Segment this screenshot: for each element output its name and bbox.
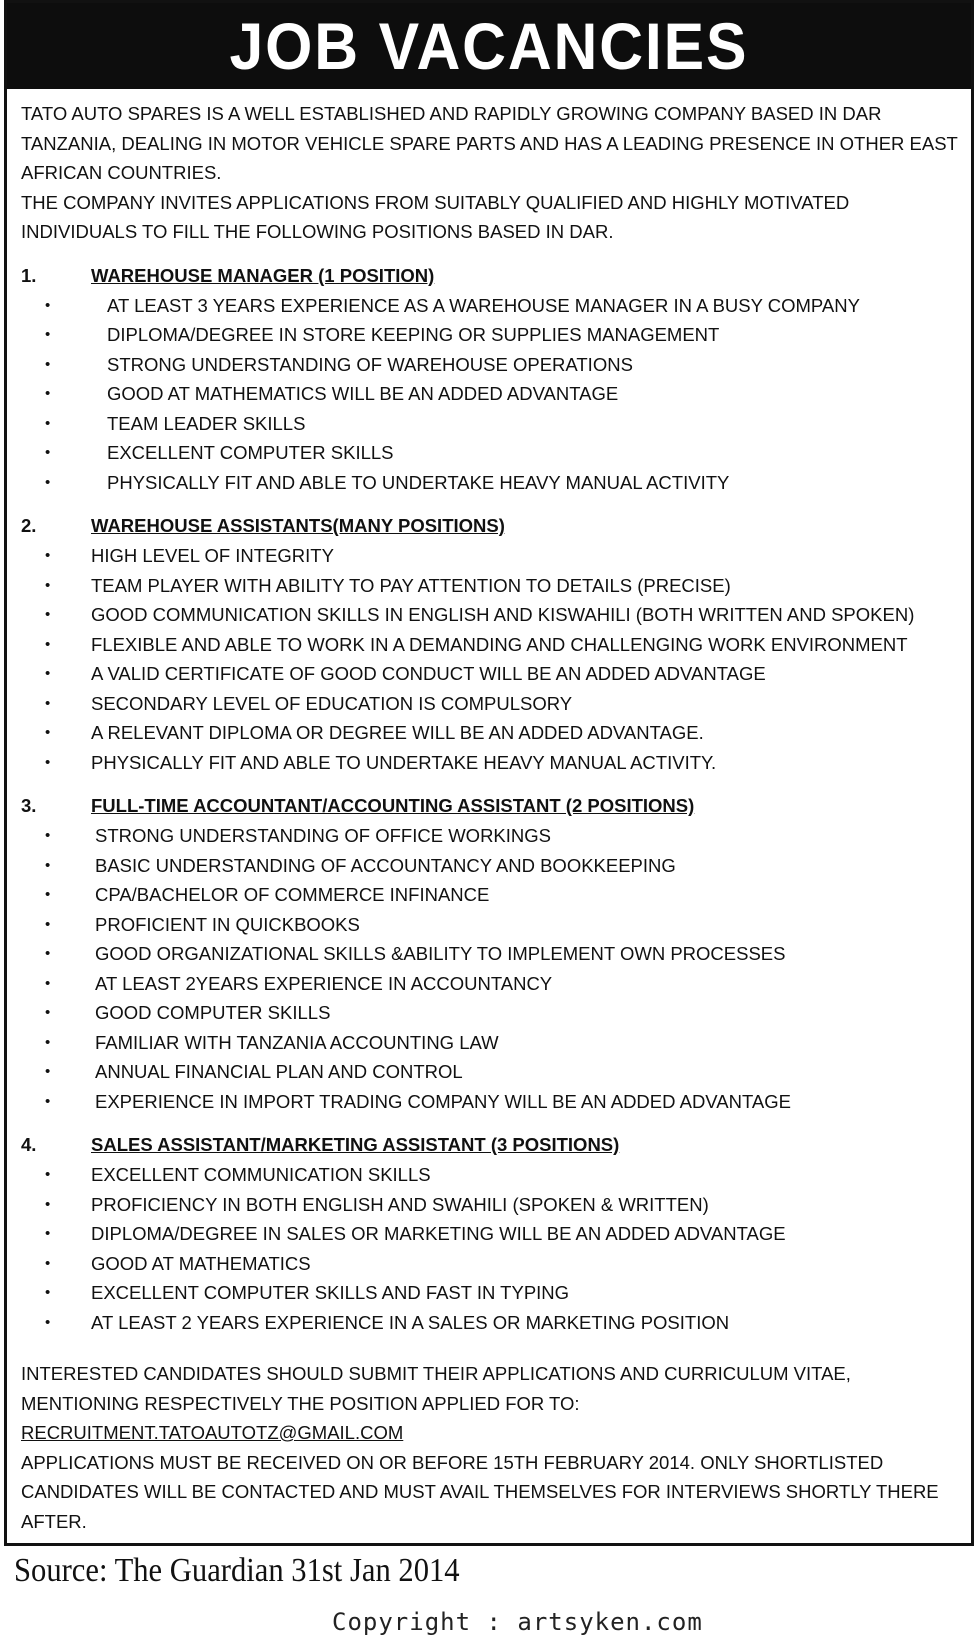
closing: [21, 1359, 959, 1536]
application-deadline: APPLICATIONS MUST BE RECEIVED ON OR BEFORE 15TH FEBRUARY 2014. ONLY SHORTLISTED CANDIDATES WILL BE CONTACTED AND MUST AVAIL THEMSELVES FOR INTERVIEWS SHORTLY THERE AFTER.: [21, 1451, 939, 1532]
requirement-item: • EXCELLENT COMMUNICATION SKILLS: [21, 1160, 959, 1190]
source-caption: Source: The Guardian 31st Jan 2014: [14, 1552, 460, 1589]
section-heading: [21, 261, 959, 291]
requirements-list: [21, 1160, 959, 1337]
requirement-item: • FLEXIBLE AND ABLE TO WORK IN A DEMANDING AND CHALLENGING WORK ENVIRONMENT: [21, 630, 959, 660]
requirement-item: • PROFICIENCY IN BOTH ENGLISH AND SWAHILI (SPOKEN & WRITTEN): [21, 1190, 959, 1220]
page-title: JOB VACANCIES: [229, 9, 749, 83]
section-heading: [21, 511, 959, 541]
intro: [21, 99, 959, 247]
section-number: 4.: [21, 1134, 37, 1155]
requirement-item: • CPA/BACHELOR OF COMMERCE INFINANCE: [21, 880, 959, 910]
requirement-item: • TEAM LEADER SKILLS: [21, 409, 959, 439]
requirement-item: • PHYSICALLY FIT AND ABLE TO UNDERTAKE HEAVY MANUAL ACTIVITY: [21, 468, 959, 498]
requirement-item: • EXPERIENCE IN IMPORT TRADING COMPANY WILL BE AN ADDED ADVANTAGE: [21, 1087, 959, 1117]
requirement-item: • BASIC UNDERSTANDING OF ACCOUNTANCY AND BOOKKEEPING: [21, 851, 959, 881]
section-title: WAREHOUSE MANAGER (1 POSITION): [91, 264, 435, 286]
requirement-item: • DIPLOMA/DEGREE IN STORE KEEPING OR SUPPLIES MANAGEMENT: [21, 320, 959, 350]
section-number: 1.: [21, 264, 37, 286]
requirement-item: • TEAM PLAYER WITH ABILITY TO PAY ATTENTION TO DETAILS (PRECISE): [21, 571, 959, 601]
section-title: FULL-TIME ACCOUNTANT/ACCOUNTING ASSISTANT (2 POSITIONS): [91, 795, 695, 816]
section-title: WAREHOUSE ASSISTANTS(MANY POSITIONS): [91, 515, 505, 536]
section-heading: [21, 1130, 959, 1160]
requirement-item: • GOOD AT MATHEMATICS WILL BE AN ADDED ADVANTAGE: [21, 379, 959, 409]
requirement-item: • AT LEAST 2YEARS EXPERIENCE IN ACCOUNTANCY: [21, 969, 959, 999]
requirement-item: • A RELEVANT DIPLOMA OR DEGREE WILL BE AN ADDED ADVANTAGE.: [21, 718, 959, 748]
intro-paragraph: THE COMPANY INVITES APPLICATIONS FROM SUITABLY QUALIFIED AND HIGHLY MOTIVATED INDIVIDUALS TO FILL THE FOLLOWING POSITIONS BASED IN DAR.: [21, 191, 850, 242]
requirement-item: • A VALID CERTIFICATE OF GOOD CONDUCT WILL BE AN ADDED ADVANTAGE: [21, 659, 959, 689]
copyright-watermark: Copyright : artsyken.com: [332, 1608, 703, 1636]
section-warehouse-assistants: [21, 511, 959, 777]
requirement-item: • GOOD COMPUTER SKILLS: [21, 998, 959, 1028]
requirements-list: [21, 821, 959, 1116]
requirement-item: • STRONG UNDERSTANDING OF OFFICE WORKINGS: [21, 821, 959, 851]
requirement-item: • HIGH LEVEL OF INTEGRITY: [21, 541, 959, 571]
requirement-item: • GOOD ORGANIZATIONAL SKILLS &ABILITY TO IMPLEMENT OWN PROCESSES: [21, 939, 959, 969]
requirement-item: • FAMILIAR WITH TANZANIA ACCOUNTING LAW: [21, 1028, 959, 1058]
requirement-item: • PROFICIENT IN QUICKBOOKS: [21, 910, 959, 940]
section-sales-assistant: [21, 1130, 959, 1337]
requirements-list: [21, 291, 959, 498]
section-title: SALES ASSISTANT/MARKETING ASSISTANT (3 POSITIONS): [91, 1134, 620, 1155]
section-accountant: [21, 791, 959, 1116]
requirements-list: [21, 541, 959, 777]
requirement-item: • EXCELLENT COMPUTER SKILLS AND FAST IN TYPING: [21, 1278, 959, 1308]
intro-paragraph: TATO AUTO SPARES IS A WELL ESTABLISHED AND RAPIDLY GROWING COMPANY BASED IN DAR TANZANIA, DEALING IN MOTOR VEHICLE SPARE PARTS AND HAS A LEADING PRESENCE IN OTHER EAST AFRICAN COUNTRIES.: [21, 103, 958, 183]
requirement-item: • GOOD COMMUNICATION SKILLS IN ENGLISH AND KISWAHILI (BOTH WRITTEN AND SPOKEN): [21, 600, 959, 630]
requirement-item: • PHYSICALLY FIT AND ABLE TO UNDERTAKE HEAVY MANUAL ACTIVITY.: [21, 748, 959, 778]
requirement-item: • STRONG UNDERSTANDING OF WAREHOUSE OPERATIONS: [21, 350, 959, 380]
requirement-item: • AT LEAST 3 YEARS EXPERIENCE AS A WAREHOUSE MANAGER IN A BUSY COMPANY: [21, 291, 959, 321]
requirement-item: • AT LEAST 2 YEARS EXPERIENCE IN A SALES OR MARKETING POSITION: [21, 1308, 959, 1338]
section-warehouse-manager: [21, 261, 959, 498]
title-banner: [7, 3, 971, 89]
section-number: 2.: [21, 515, 37, 536]
requirement-item: • EXCELLENT COMPUTER SKILLS: [21, 438, 959, 468]
requirement-item: • SECONDARY LEVEL OF EDUCATION IS COMPULSORY: [21, 689, 959, 719]
section-heading: [21, 791, 959, 821]
requirement-item: • ANNUAL FINANCIAL PLAN AND CONTROL: [21, 1057, 959, 1087]
email-link[interactable]: RECRUITMENT.TATOAUTOTZ@GMAIL.COM: [21, 1422, 404, 1443]
advert-frame: [4, 0, 974, 1546]
requirement-item: • GOOD AT MATHEMATICS: [21, 1249, 959, 1279]
requirement-item: • DIPLOMA/DEGREE IN SALES OR MARKETING WILL BE AN ADDED ADVANTAGE: [21, 1219, 959, 1249]
application-instructions: INTERESTED CANDIDATES SHOULD SUBMIT THEIR APPLICATIONS AND CURRICULUM VITAE, MENTIONING RESPECTIVELY THE POSITION APPLIED FOR TO:: [21, 1363, 851, 1414]
section-number: 3.: [21, 795, 37, 816]
advert-body: [21, 99, 959, 1536]
